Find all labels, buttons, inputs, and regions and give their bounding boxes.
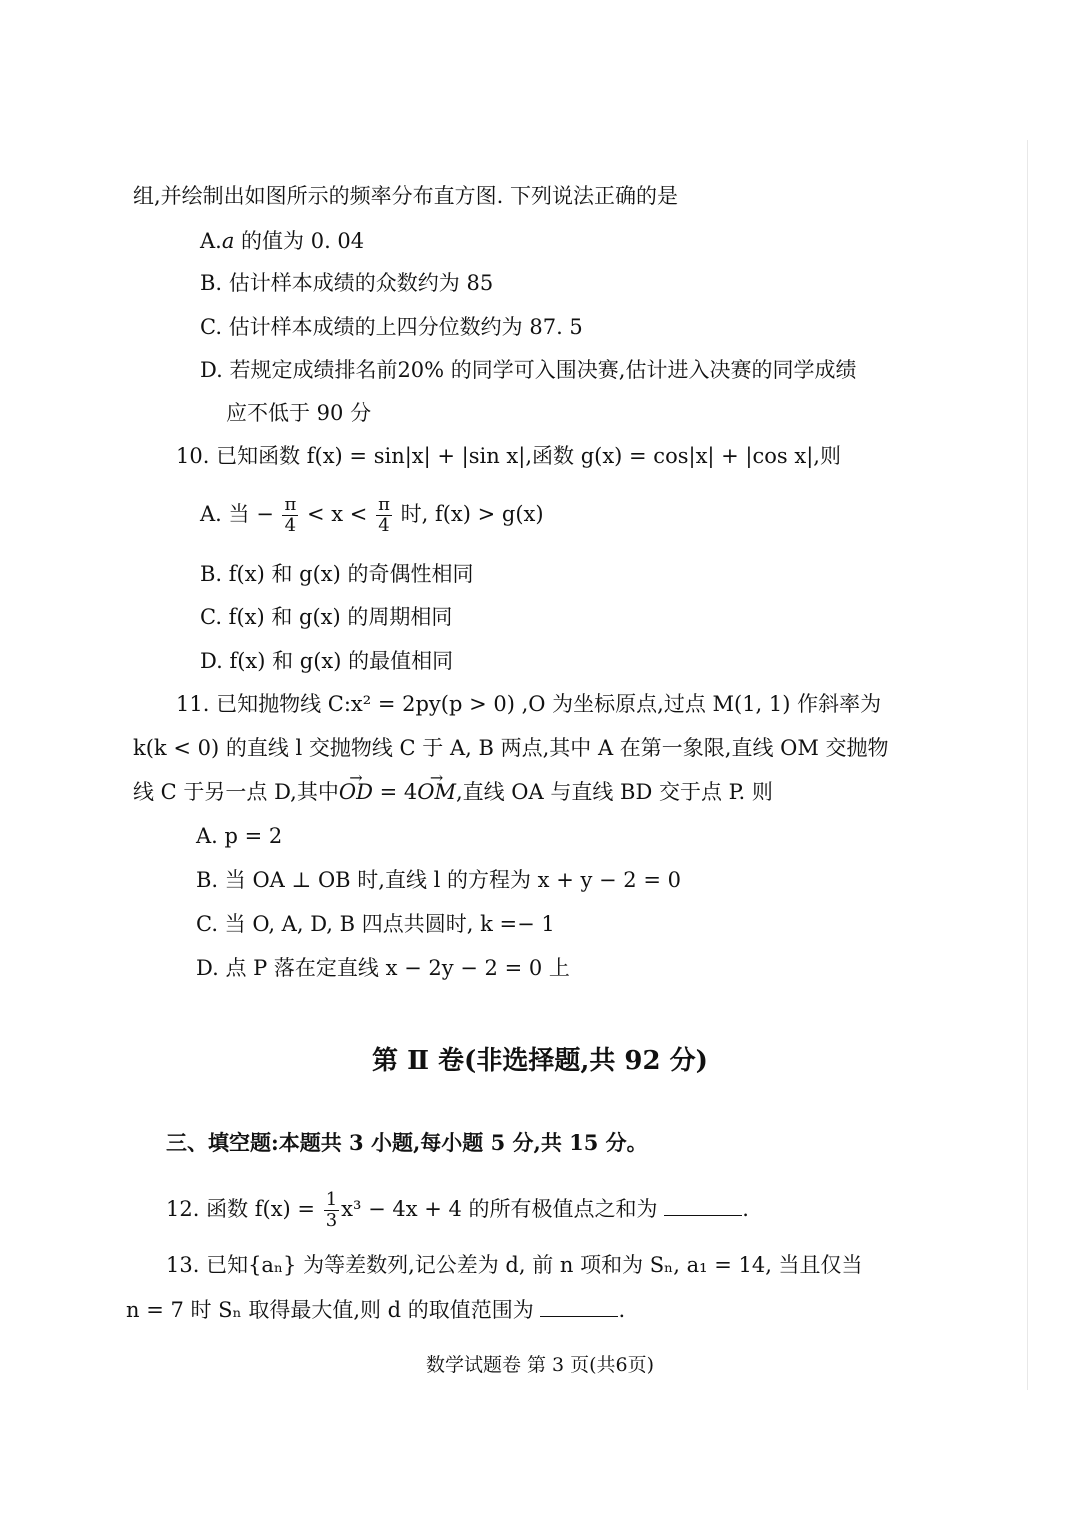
q9-option-d-line1: D. 若规定成绩排名前20% 的同学可入围决赛,估计进入决赛的同学成绩 <box>200 358 857 382</box>
q10-option-a-prefix: A. 当 − <box>200 502 274 526</box>
q9-option-c: C. 估计样本成绩的上四分位数约为 87. 5 <box>200 315 583 339</box>
q9-option-a <box>200 226 364 256</box>
q13-answer-blank[interactable] <box>540 1298 618 1317</box>
q9-option-d-line2: 应不低于 90 分 <box>226 401 372 425</box>
q10-stem: 10. 已知函数 f(x) = sin|x| + |sin x|,函数 g(x) = cos|x| + |cos x|,则 <box>176 444 841 468</box>
fraction-pi-over-4 <box>282 495 298 536</box>
part2-heading: 第 Ⅱ 卷(非选择题,共 92 分) <box>372 1046 708 1076</box>
q12-answer-blank[interactable] <box>664 1197 742 1216</box>
page-footer: 数学试题卷 第 3 页(共6页) <box>425 1354 655 1376</box>
vector-od: → OD <box>339 777 373 807</box>
fraction-numerator: π <box>284 494 297 515</box>
q11-line3-prefix: 线 C 于另一点 D,其中 <box>133 780 339 804</box>
q9-option-a-text: 的值为 0. 04 <box>234 229 365 253</box>
q12-period: . <box>742 1197 749 1221</box>
q12-prefix: 12. 函数 f(x) = <box>166 1197 322 1221</box>
q11-option-c: C. 当 O, A, D, B 四点共圆时, k =− 1 <box>196 912 555 936</box>
q10-option-d: D. f(x) 和 g(x) 的最值相同 <box>200 649 454 673</box>
q13-line1: 13. 已知{aₙ} 为等差数列,记公差为 d, 前 n 项和为 Sₙ, a₁ = 14, 当且仅当 <box>166 1253 863 1277</box>
q10-option-a-suffix: 时, f(x) > g(x) <box>393 502 544 526</box>
fraction-denominator: 4 <box>378 515 390 536</box>
section3-heading: 三、填空题:本题共 3 小题,每小题 5 分,共 15 分。 <box>166 1130 648 1155</box>
q11-stem-line3 <box>133 777 773 807</box>
q11-option-d: D. 点 P 落在定直线 x − 2y − 2 = 0 上 <box>196 956 570 980</box>
q9-option-a-var: a <box>221 229 235 253</box>
q11-line3-equals: = 4 <box>372 780 418 804</box>
page-edge-shadow <box>1027 140 1028 1390</box>
q11-option-b: B. 当 OA ⊥ OB 时,直线 l 的方程为 x + y − 2 = 0 <box>196 868 681 892</box>
q11-stem-line1: 11. 已知抛物线 C:x² = 2py(p > 0) ,O 为坐标原点,过点 M(1, 1) 作斜率为 <box>176 692 882 716</box>
q11-line3-suffix: ,直线 OA 与直线 BD 交于点 P. 则 <box>455 780 773 804</box>
fraction-denominator: 4 <box>284 515 297 536</box>
fraction-pi-over-4 <box>376 495 392 536</box>
q10-option-a-middle: < x < <box>300 502 375 526</box>
q10-option-c: C. f(x) 和 g(x) 的周期相同 <box>200 605 453 629</box>
vector-om: → OM <box>417 777 456 807</box>
q9-stem-tail: 组,并绘制出如图所示的频率分布直方图. 下列说法正确的是 <box>133 184 679 208</box>
q13-period: . <box>618 1298 626 1322</box>
q11-option-a: A. p = 2 <box>196 824 283 848</box>
q9-option-a-label: A. <box>200 229 222 253</box>
q9-option-b: B. 估计样本成绩的众数约为 85 <box>200 271 494 295</box>
q10-option-b: B. f(x) 和 g(x) 的奇偶性相同 <box>200 562 474 586</box>
fraction-denominator: 3 <box>325 1210 338 1231</box>
q13-line2 <box>126 1295 625 1325</box>
fraction-numerator: 1 <box>325 1189 338 1210</box>
fraction-one-third <box>324 1190 339 1231</box>
q13-line2-prefix: n = 7 时 Sₙ 取得最大值,则 d 的取值范围为 <box>126 1298 541 1322</box>
q12-suffix: x³ − 4x + 4 的所有极值点之和为 <box>341 1197 665 1221</box>
q10-option-a <box>200 495 544 536</box>
q11-stem-line2: k(k < 0) 的直线 l 交抛物线 C 于 A, B 两点,其中 A 在第一象限,直线 OM 交抛物 <box>133 736 889 760</box>
fraction-numerator: π <box>378 494 390 515</box>
q12 <box>166 1190 749 1231</box>
